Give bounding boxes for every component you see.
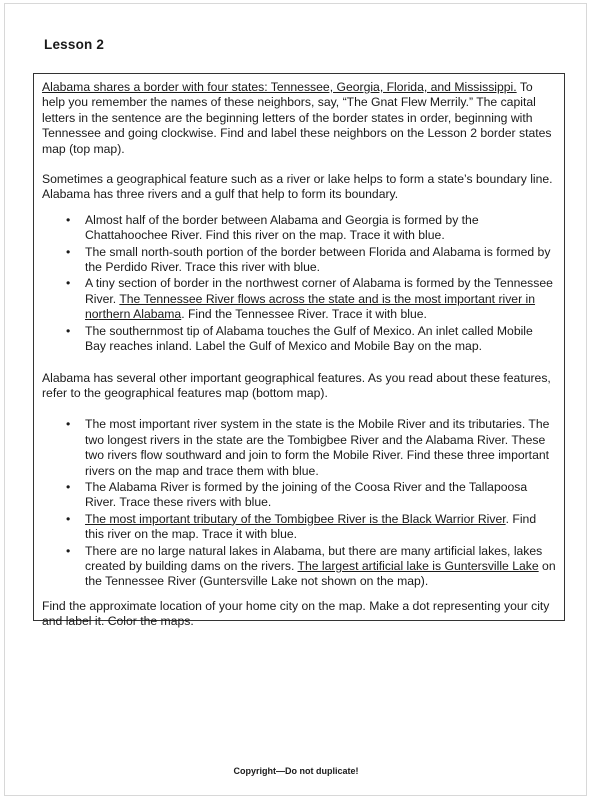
features-bullet-list: [42, 417, 557, 589]
lesson-text-box: [33, 73, 565, 629]
list-item: • Almost half of the border between Alabama and Georgia is formed by the Chattahoochee River. Find this river on the map. Trace it with blue.: [66, 212, 479, 243]
lesson-title: Lesson 2: [44, 37, 105, 52]
closing-paragraph: Find the approximate location of your home city on the map. Make a dot representing your city and label it. Color the maps.: [42, 598, 550, 629]
list-item: • The small north-south portion of the border between Florida and Alabama is formed by the Perdido River. Trace this river with blue.: [66, 244, 551, 275]
bullet-icon: •: [66, 511, 71, 526]
bullet-icon: •: [66, 244, 71, 259]
list-item: • The southernmost tip of Alabama touches the Gulf of Mexico. An inlet called Mobile Bay reaches inland. Label the Gulf of Mexico and Mobile Bay on the map.: [66, 323, 533, 354]
list-item: • A tiny section of border in the northwest corner of Alabama is formed by the Tennessee River. The Tennessee River flows across the state and is the most important river in northern Alabama. Find the Tennessee River. Trace it with blue.: [66, 276, 553, 322]
bullet-icon: •: [66, 417, 71, 432]
bullet-icon: •: [66, 212, 71, 227]
list-item: • The most important tributary of the Tombigbee River is the Black Warrior River. Find this river on the map. Trace it with blue.: [66, 511, 537, 542]
bullet-icon: •: [66, 543, 71, 558]
underlined-text: The largest artificial lake is Guntersville Lake: [297, 558, 539, 573]
intro-text: To help you remember the names of these neighbors, say, “The Gnat Flew Merrily.” The capital letters in the sentence are the beginning letters of the border states in order, beginning with Tennessee and going clockwise. Find and label these neighbors on the Lesson 2 border states map (top map).: [42, 80, 552, 156]
bullet-icon: •: [66, 276, 71, 291]
intro-paragraph: [42, 80, 557, 157]
list-item: • There are no large natural lakes in Alabama, but there are many artificial lakes, lakes created by building dams on the rivers. The largest artificial lake is Guntersville Lake on the Tennessee River (Guntersville Lake not shown on the map).: [66, 543, 556, 589]
underlined-text: The Tennessee River flows across the state and is the most important river in northern Alabama: [85, 291, 536, 322]
boundary-intro-paragraph: Sometimes a geographical feature such as a river or lake helps to form a state’s boundary line. Alabama has three rivers and a gulf that help to form its boundary.: [42, 172, 553, 202]
list-item: • The Alabama River is formed by the joining of the Coosa River and the Tallapoosa River. Trace these rivers with blue.: [66, 479, 528, 510]
bullet-icon: •: [66, 323, 71, 338]
boundary-bullet-list: [42, 213, 557, 355]
copyright-notice: Copyright—Do not duplicate!: [233, 766, 359, 776]
features-intro-paragraph: Alabama has several other important geographical features. As you read about these features, refer to the geographical features map (bottom map).: [42, 370, 551, 400]
underlined-text: The most important tributary of the Tombigbee River is the Black Warrior River: [85, 511, 506, 526]
bullet-icon: •: [66, 479, 71, 494]
intro-underlined-text: Alabama shares a border with four states: Tennessee, Georgia, Florida, and Mississippi.: [42, 80, 517, 94]
list-item: • The most important river system in the state is the Mobile River and its tributaries. The two longest rivers in the state are the Tombigbee River and the Alabama River. These two rivers flow southward and join to form the Mobile River. Find these three important rivers on the map and trace them with blue.: [66, 417, 550, 478]
